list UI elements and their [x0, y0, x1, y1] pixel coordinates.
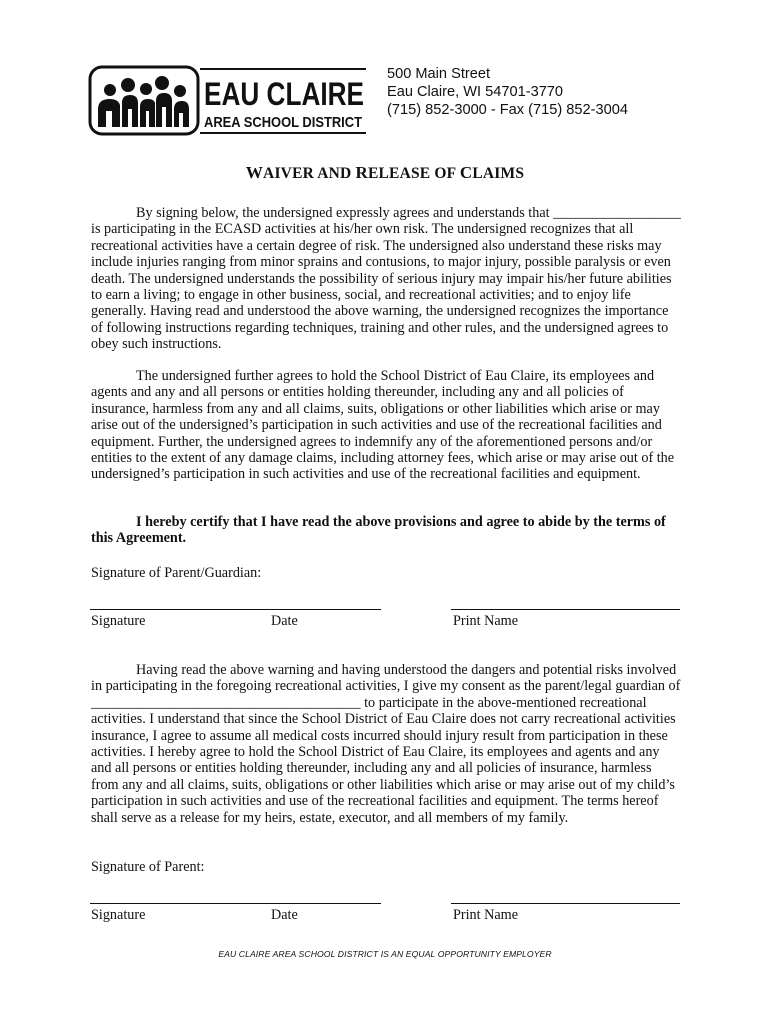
district-logo: [88, 65, 368, 137]
title-cap-c: C: [459, 163, 473, 182]
paragraph-risk-acknowledgement: [91, 205, 681, 353]
paragraph-certification-text: I hereby certify that I have read the above provisions and agree to abide by the terms of this Agreement.: [91, 514, 666, 547]
print-name-line-guardian[interactable]: [451, 609, 680, 610]
paragraph-hold-harmless-text: The undersigned further agrees to hold the School District of Eau Claire, its employees and agents and any and all persons or entities holding thereunder, including any and all policies of insurance, harmless from any and all claims, suits, obligations or other liabilities which arise or may arise out of the undersigned’s participation in such activities and use of the recreational facilities and equipment. Further, the undersigned agrees to indemnify any of the aforementioned persons and/or entities to the extent of any damage claims, including attorney fees, which arise or may arise out of the undersigned’s participation in such activities and use of the recreational facilities and equipment.: [91, 368, 675, 483]
signature-line-guardian[interactable]: [90, 609, 381, 610]
paragraph-risk-text: By signing below, the undersigned expressly agrees and understands that __________________ is participating in the ECASD activities at his/her own risk. The undersigned recognizes that all recreational activities have a certain degree of risk. The undersigned also understand these risks may include injuries ranging from minor sprains and contusions, to major injury, possible paralysis or even death. The undersigned understands the possibility of serious injury may impair his/her future abilities to earn a living; to engage in other business, social, and recreational activities; and to enjoy life generally. Having read and understood the above warning, the undersigned recognizes the importance of following instructions regarding techniques, training and other rules, and the undersigned agrees to obey such instructions.: [91, 205, 681, 353]
paragraph-parental-consent-text: Having read the above warning and having understood the dangers and potential risks involved in participating in the foregoing recreational activities, I give my consent as the parent/legal guardian of ______________________________________ to participate in the above-mentioned recreational activities. I understand that since the School District of Eau Claire does not carry recreational activities insurance, I agree to assume all medical costs incurred should injury result from participation in these activities. I hereby agree to hold the School District of Eau Claire, its employees and agents and any and all persons or entities holding thereunder, including any and all policies of insurance, harmless from any and all claims, suits, obligations or other liabilities which arise or may arise out of my child’s participation in such activities and use of the recreational facilities and equipment. The terms hereof shall serve as a release for my heirs, estate, executor, and all members of my family.: [91, 662, 681, 826]
logo-mark: [88, 65, 368, 137]
logo-text-area-school-district: AREA SCHOOL DISTRICT: [204, 114, 362, 131]
paragraph-hold-harmless: [91, 368, 681, 483]
title-part-release: ELEASE OF: [367, 165, 460, 182]
equal-opportunity-footer: EAU CLAIRE AREA SCHOOL DISTRICT IS AN EQUAL OPPORTUNITY EMPLOYER: [218, 949, 552, 959]
label-signature-parent-guardian: Signature of Parent/Guardian:: [91, 565, 262, 581]
title-cap-r: R: [355, 163, 368, 182]
caption-print-name-1: Print Name: [453, 613, 519, 629]
document-title: [0, 163, 770, 183]
title-cap-w: W: [245, 163, 264, 182]
district-address: [387, 65, 628, 119]
caption-print-name-2: Print Name: [453, 907, 519, 923]
title-part-claims: LAIMS: [472, 165, 525, 182]
logo-text-eau-claire: EAU CLAIRE: [204, 76, 364, 112]
paragraph-certification: [91, 514, 683, 547]
paragraph-parental-consent: [91, 662, 681, 826]
title-part-waiver: AIVER AND: [263, 165, 356, 182]
print-name-line-parent[interactable]: [451, 903, 680, 904]
caption-signature-1: Signature: [91, 613, 146, 629]
label-signature-parent: Signature of Parent:: [91, 859, 205, 875]
address-city: Eau Claire, WI 54701-3770: [387, 84, 564, 100]
caption-date-1: Date: [271, 613, 298, 629]
caption-date-2: Date: [271, 907, 298, 923]
signature-line-parent[interactable]: [90, 903, 381, 904]
address-phone-fax: (715) 852-3000 - Fax (715) 852-3004: [387, 102, 628, 118]
address-street: 500 Main Street: [387, 66, 491, 82]
caption-signature-2: Signature: [91, 907, 146, 923]
